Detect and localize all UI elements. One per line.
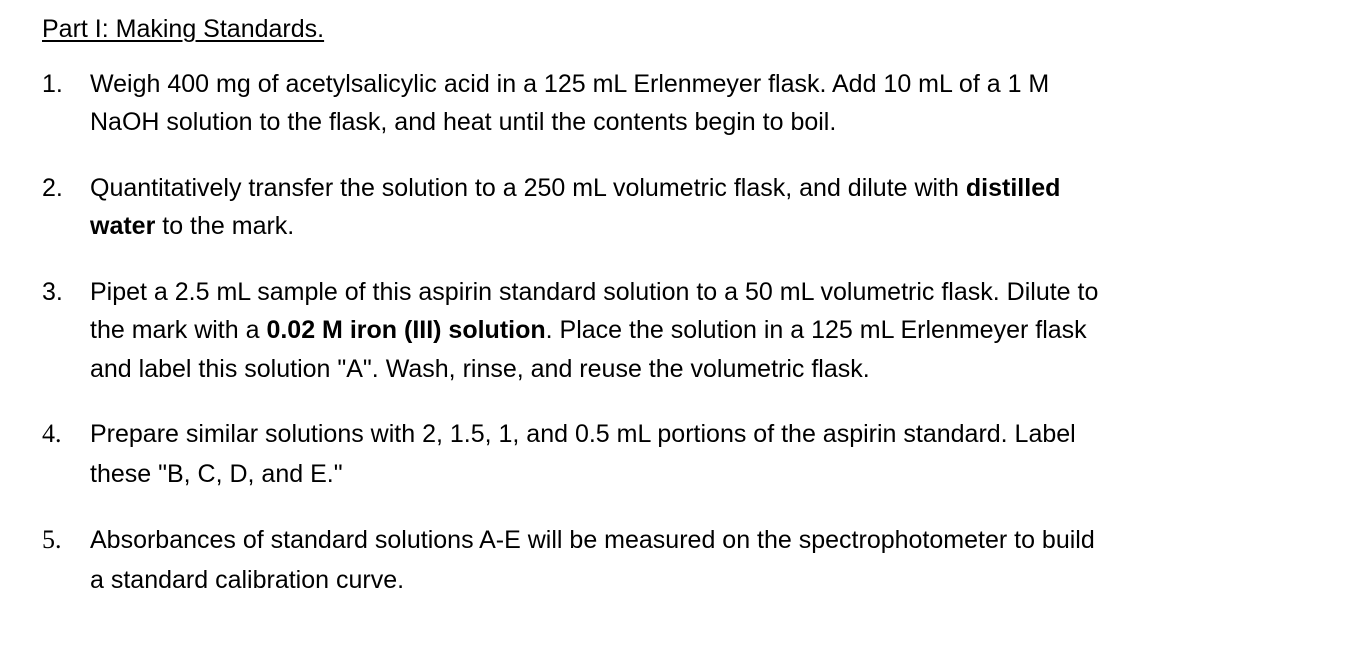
step-text: the mark with a bbox=[90, 316, 267, 344]
step-number: 3. bbox=[42, 278, 63, 306]
section-heading: Part I: Making Standards. bbox=[42, 15, 325, 43]
step-text: . Place the solution in a 125 mL Erlenmeyer flask bbox=[545, 316, 1087, 344]
bold-term: 0.02 M iron (III) solution bbox=[266, 316, 546, 344]
step-text-line: a standard calibration curve. bbox=[90, 566, 405, 594]
step-text-line: and label this solution "A". Wash, rinse, and reuse the volumetric flask. bbox=[90, 355, 870, 383]
step-text-line: Absorbances of standard solutions A-E will be measured on the spectrophotometer to build bbox=[90, 526, 1095, 554]
step-text-line: NaOH solution to the flask, and heat until the contents begin to boil. bbox=[90, 108, 837, 136]
step-number: 2. bbox=[42, 174, 63, 202]
bold-term: distilled bbox=[965, 174, 1061, 202]
step-text-line: these "B, C, D, and E." bbox=[90, 460, 343, 488]
step-number: 1. bbox=[42, 70, 63, 98]
step-text-line bbox=[90, 311, 1087, 349]
step-number: 5. bbox=[42, 525, 62, 554]
step-text-line bbox=[90, 169, 1060, 207]
step-text-line: Pipet a 2.5 mL sample of this aspirin standard solution to a 50 mL volumetric flask. Dilute to bbox=[90, 278, 1099, 306]
bold-term: water bbox=[90, 212, 156, 240]
step-text-line: Prepare similar solutions with 2, 1.5, 1, and 0.5 mL portions of the aspirin standard. Label bbox=[90, 420, 1076, 448]
step-number: 4. bbox=[42, 419, 62, 448]
step-text-line bbox=[90, 207, 294, 245]
step-text-line: Weigh 400 mg of acetylsalicylic acid in a 125 mL Erlenmeyer flask. Add 10 mL of a 1 M bbox=[90, 70, 1050, 98]
step-text: Quantitatively transfer the solution to a 250 mL volumetric flask, and dilute with bbox=[90, 174, 966, 202]
step-text: to the mark. bbox=[155, 212, 295, 240]
